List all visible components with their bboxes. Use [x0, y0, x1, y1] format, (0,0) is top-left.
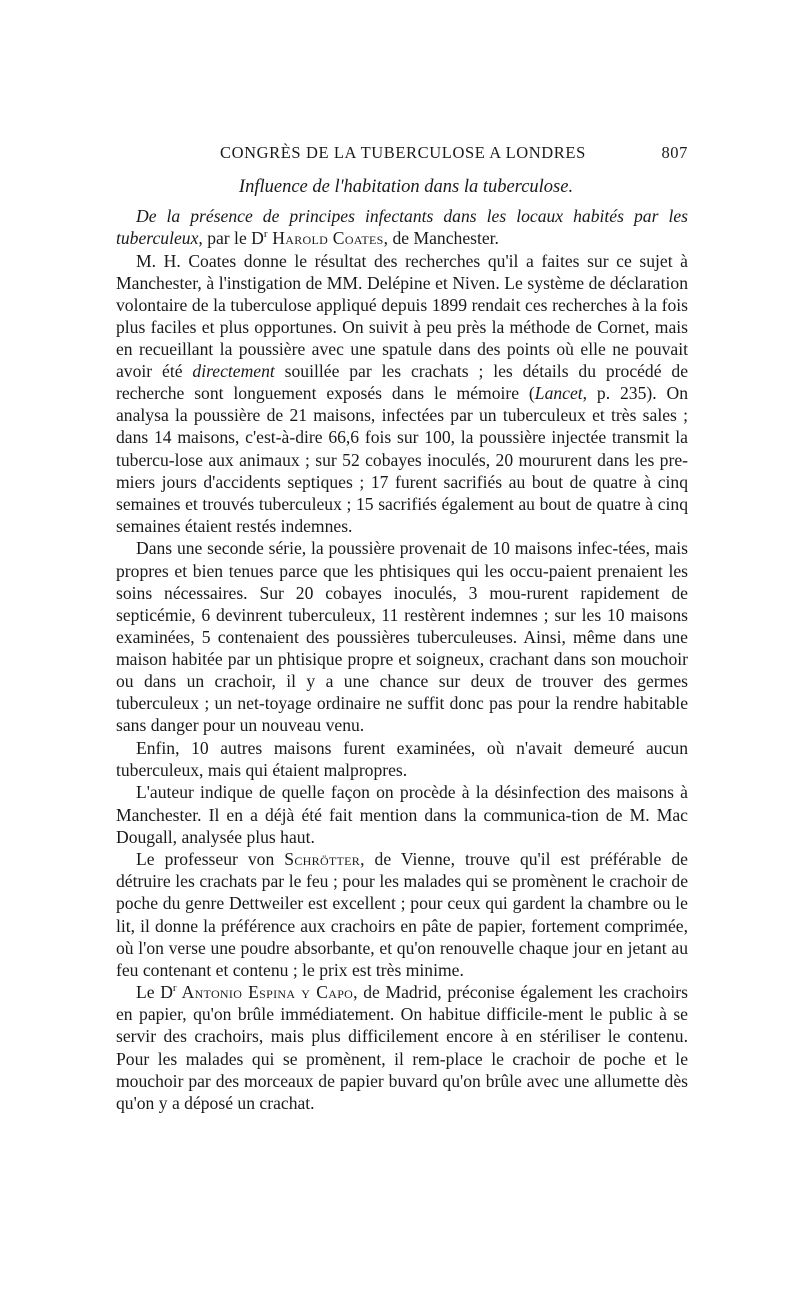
journal-name: Lancet: [534, 383, 583, 404]
author-location: , de Manchester.: [383, 228, 499, 249]
paragraph-disinfection: L'auteur indique de quelle façon on procède à la désinfection des maisons à Manchester. Il en a déjà été fait mention dans la communica-tion de M. Mac Dougall, analysée plus haut.: [116, 782, 688, 847]
author-name: Schrötter: [284, 849, 361, 870]
paragraph-schrotter: [116, 848, 688, 981]
paragraph-third-series: Enfin, 10 autres maisons furent examinées, où n'avait demeuré aucun tuberculeux, mais qui étaient malpropres.: [116, 737, 688, 780]
author-name: Harold Coates: [267, 228, 384, 249]
paragraph-text: , de Vienne, trouve qu'il est préférable de détruire les crachats par le feu ; pour les malades qui se promènent le crachoir de poche du genre Dettweiler est excellent ; pour ceux qui gardent la chambre ou le lit, il donne la préférence aux crachoirs en pâte de papier, fortement comprimée, où l'on verse une poudre absorbante, et qu'on renouvelle chaque jour en jetant au feu contenant et contenu ; le prix est très minime.: [116, 849, 688, 980]
emphasis-text: directement: [192, 361, 275, 382]
author-name: Antonio Espina y Capo: [176, 982, 354, 1003]
paragraph-text: Le D: [136, 982, 173, 1003]
running-header: [116, 143, 688, 167]
communication-title: De la présence de principes infectants dans les locaux habités par les tuberculeux,: [116, 206, 688, 249]
running-title: CONGRÈS DE LA TUBERCULOSE A LONDRES: [220, 143, 586, 162]
paragraph-text: souillée par les crachats ; les détails du procédé de recherche sont longuement exposés dans le mémoire (: [116, 361, 689, 404]
doctor-abbrev-sup: r: [172, 982, 177, 995]
paragraph-text: , de Madrid, préconise également les crachoirs en papier, qu'on brûle immédiatement. On habitue difficile-ment le public à se servir des crachoirs, mais plus difficilement encore à en stériliser le contenu. Pour les malades qui se promènent, il rem-place le crachoir de poche et le mouchoir par des morceaux de papier buvard qu'on brûle avec une allumette dès qu'on y a déposé un crachat.: [116, 982, 688, 1113]
paragraph-espina: [116, 981, 688, 1114]
paragraph-communication-heading: [116, 205, 688, 249]
page-content: [116, 143, 688, 1114]
paragraph-second-series: Dans une seconde série, la poussière provenait de 10 maisons infec-tées, mais propres et bien tenues parce que les phtisiques qui les occu-paient prenaient les soins nécessaires. Sur 20 cobayes inoculés, 3 mou-rurent rapidement de septicémie, 6 devinrent tuberculeux, 11 restèrent indemnes ; sur les 10 maisons examinées, 5 contenaient des poussières tuberculeuses. Ainsi, même dans une maison habitée par un phtisique propre et soigneux, crachant dans son mouchoir ou dans un crachoir, il y a une chance sur deux de trouver des germes tuberculeux ; un net-toyage ordinaire ne suffit donc pas pour la rendre habitable sans danger pour un nouveau venu.: [116, 538, 688, 736]
paragraph-text: M. H. Coates donne le résultat des recherches qu'il a faites sur ce sujet à Manchester, à l'instigation de MM. Delépine et Niven. Le système de déclaration volontaire de la tuberculose appliqué depuis 1899 rendait ces recherches à la fois plus faciles et plus opportunes. On suivit à peu près la méthode de Cornet, mais en recueillant la poussière avec une spatule dans des points où elle ne pouvait avoir été: [116, 250, 688, 382]
article-body: [116, 205, 688, 1114]
page-number: 807: [661, 143, 688, 162]
doctor-abbrev-sup: r: [263, 228, 268, 241]
paragraph-coates-results: [116, 250, 688, 537]
byline-prefix: par le D: [202, 228, 264, 249]
paragraph-text: Le professeur von: [136, 849, 285, 870]
paragraph-text: , p. 235). On analysa la poussière de 21 maisons, infectées par un tuberculeux et très sales ; dans 14 maisons, c'est-à-dire 66,6 fois sur 100, la poussière injectée transmit la tubercu-lose aux animaux ; sur 52 cobayes inoculés, 20 moururent dans les pre-miers jours d'accidents septiques ; 17 furent sacrifiés au bout de quatre à cinq semaines et trouvés tuberculeux ; 15 sacrifiés également au bout de quatre à cinq semaines étaient restés indemnes.: [116, 383, 688, 536]
section-title: Influence de l'habitation dans la tuberculose.: [238, 177, 574, 197]
